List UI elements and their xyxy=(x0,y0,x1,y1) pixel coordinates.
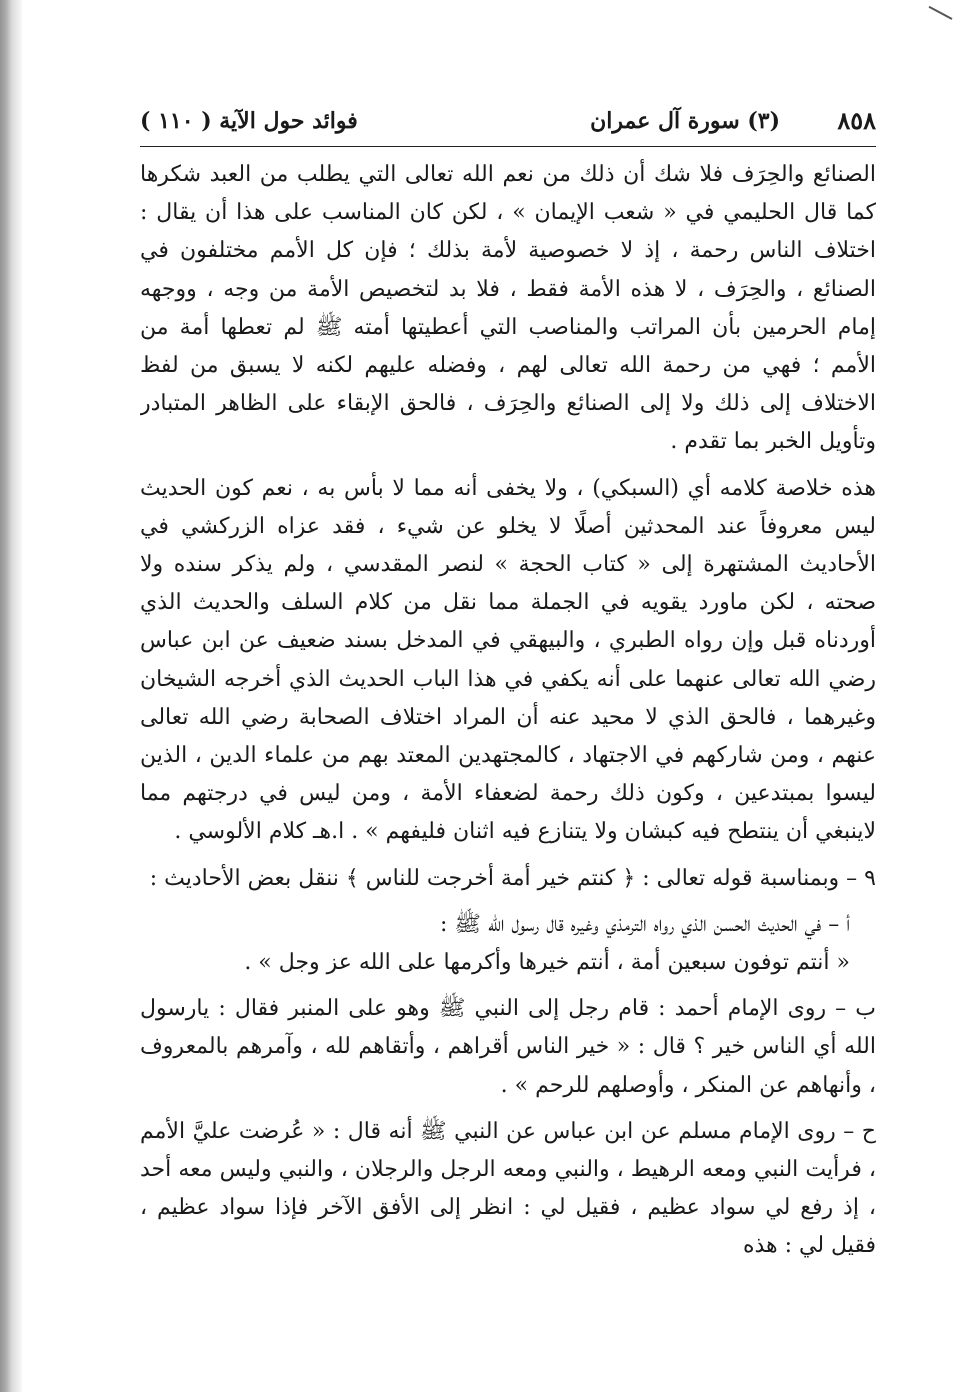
paragraph: الصنائع والحِرَف فلا شك أن ذلك من نعم الله تعالى التي يطلب من العبد شكرها كما قال الحليمي في « شعب الإيمان » ، لكن كان المناسب على هذا أن يقال : اختلاف الناس رحمة ، إذ لا خصوصية لأمة بذلك ؛ فإن كل الأمم مختلفون في الصنائع ، والحِرَف ، لا هذه الأمة فقط ، فلا بد لتخصيص الأمة من وجه ، ووجهه إمام الحرمين بأن المراتب والمناصب التي أعطيتها أمته ﷺ لم تعطها أمة من الأمم ؛ فهي من رحمة الله تعالى لهم ، وفضله عليهم لكنه لا يسبق من لفظ الاختلاف إلى ذلك ولا إلى الصنائع والحِرَف ، فالحق الإبقاء على الظاهر المتبادر وتأويل الخبر بما تقدم . xyxy=(140,162,876,455)
paragraph: ح – روى الإمام مسلم عن ابن عباس عن النبي ﷺ أنه قال : « عُرضت عليَّ الأمم ، فرأيت النبي ومعه الرهيط ، والنبي ومعه الرجل والرجلان ، والنبي وليس معه أحد ، إذ رفع لي سواد عظيم ، فقيل لي : انظر إلى الأفق الآخر فإذا سواد عظيم ، فقيل لي : هذه xyxy=(140,1118,876,1259)
scan-mark xyxy=(929,6,953,20)
surah-title: (٣) سورة آل عمران xyxy=(590,108,780,134)
page-header xyxy=(140,104,876,144)
paragraph: ٩ – وبمناسبة قوله تعالى : ﴿ كنتم خير أمة أخرجت للناس ﴾ ننقل بعض الأحاديث : xyxy=(149,865,876,891)
page-body xyxy=(140,156,876,1312)
page-number: ٨٥٨ xyxy=(837,106,876,135)
paragraph: « أنتم توفون سبعين أمة ، أنتم خيرها وأكرمها على الله عز وجل » . xyxy=(244,950,850,976)
paragraph: أ – في الحديث الحسن الذي رواه الترمذي وغيره قال رسول الله ﷺ : xyxy=(440,911,850,937)
paragraph: ب – روى الإمام أحمد : قام رجل إلى النبي ﷺ وهو على المنبر فقال : يارسول الله أي الناس خير ؟ قال : « خير الناس أقراهم ، وأتقاهم لله ، وآمرهم بالمعروف ، وأنهاهم عن المنكر ، وأوصلهم للرحم » . xyxy=(140,996,876,1098)
paragraph: هذه خلاصة كلامه أي (السبكي) ، ولا يخفى أنه مما لا بأس به ، نعم كون الحديث ليس معروفاً عند المحدثين أصلًا لا يخلو عن شيء ، فقد عزاه الزركشي في الأحاديث المشتهرة إلى « كتاب الحجة » لنصر المقدسي ، ولم يذكر سنده ولا صحته ، لكن ماورد يقويه في الجملة مما نقل من كلام السلف والحديث الذي أوردناه قبل وإن رواه الطبري ، والبيهقي في المدخل بسند ضعيف عن ابن عباس رضي الله تعالى عنهما على أنه يكفي في هذا الباب الحديث الذي أخرجه الشيخان وغيرهما ، فالحق الذي لا محيد عنه أن المراد اختلاف الصحابة رضي الله تعالى عنهم ، ومن شاركهم في الاجتهاد ، كالمجتهدين المعتد بهم من علماء الدين ، الذين ليسوا بمبتدعين ، وكون ذلك رحمة لضعفاء الأمة ، ومن ليس في درجتهم مما لاينبغي أن ينتطح فيه كبشان ولا يتنازع فيه اثنان فليفهم » . ا.هـ كلام الألوسي . xyxy=(140,475,876,845)
section-title: فوائد حول الآية ( ١١٠ ) xyxy=(140,108,358,134)
header-rule xyxy=(140,146,876,147)
page-binding-shadow xyxy=(0,0,22,1392)
